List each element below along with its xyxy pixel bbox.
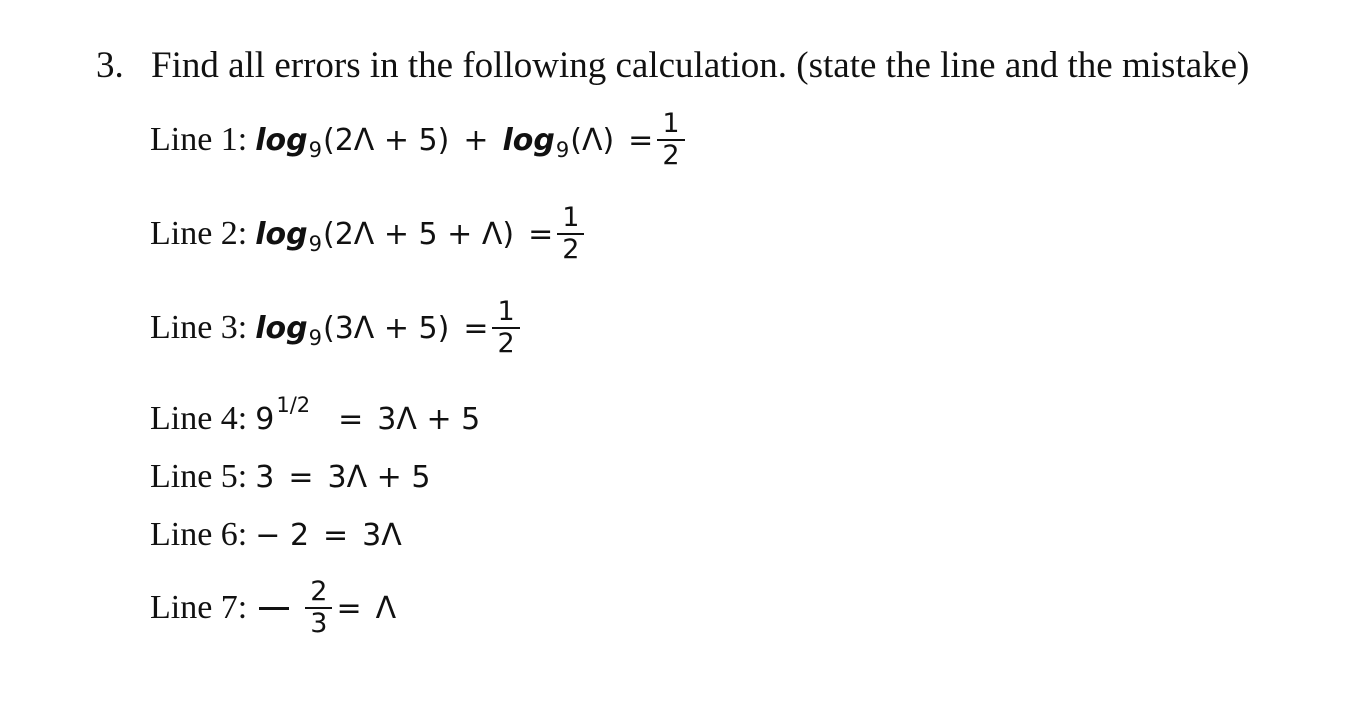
log-argument: (2Λ + 5 + Λ) [323,216,515,252]
log-argument: (Λ) [570,122,615,158]
equals-sign: = [288,459,314,495]
log-base: 9 [308,326,323,351]
line-expression [255,578,396,639]
numerator: 2 [310,576,328,607]
denominator: 2 [497,328,515,360]
equals-sign: = [323,517,349,553]
right-hand-side: Λ [375,590,397,626]
question-number: 3. [96,45,124,86]
line-label: Line 7: [150,589,248,627]
right-hand-side: 3Λ + 5 [327,459,431,495]
equals-sign: = [528,216,554,252]
line-expression [255,393,481,437]
minus-sign [259,607,289,610]
calc-line-3 [150,298,524,359]
fraction [492,298,519,359]
denominator: 2 [562,234,580,266]
line-label: Line 5: [150,458,248,495]
calc-line-7 [150,578,396,639]
log-function: log [255,216,308,252]
calc-line-6 [150,516,402,554]
numerator: 1 [497,296,515,327]
power-base: 9 [255,401,275,437]
line-expression [255,460,430,495]
line-expression [255,204,588,265]
left-hand-side: − 2 [255,517,310,553]
log-argument: (3Λ + 5) [323,310,450,346]
left-hand-side: 3 [255,459,275,495]
log-base: 9 [555,138,570,163]
line-expression [255,518,402,553]
equals-sign: = [463,310,489,346]
power-exponent: 1/2 [276,393,311,417]
right-hand-side: 3Λ [362,517,402,553]
numerator: 1 [562,202,580,233]
line-label: Line 1: [150,121,248,159]
question-text: Find all errors in the following calculation. (state the line and the mistake) [151,45,1250,86]
line-label: Line 2: [150,215,248,253]
equals-sign: = [336,590,362,626]
fraction [305,578,332,639]
log-function: log [502,122,555,158]
log-base: 9 [308,138,323,163]
log-base: 9 [308,232,323,257]
denominator: 2 [662,140,680,172]
log-function: log [255,310,308,346]
right-hand-side: 3Λ + 5 [377,401,481,437]
line-expression [255,298,523,359]
fraction [557,204,584,265]
denominator: 3 [310,608,328,640]
log-function: log [255,122,308,158]
calc-line-1 [150,110,689,171]
line-expression [255,110,688,171]
calc-line-2 [150,204,588,265]
log-argument: (2Λ + 5) [323,122,450,158]
line-label: Line 3: [150,309,248,347]
equals-sign: = [338,401,364,437]
line-label: Line 4: [150,400,248,437]
plus-sign: + [463,122,489,158]
calc-line-5 [150,458,430,496]
line-label: Line 6: [150,516,248,553]
numerator: 1 [662,108,680,139]
question-heading [96,44,1249,87]
fraction [657,110,684,171]
equals-sign: = [628,122,654,158]
calc-line-4 [150,393,481,438]
